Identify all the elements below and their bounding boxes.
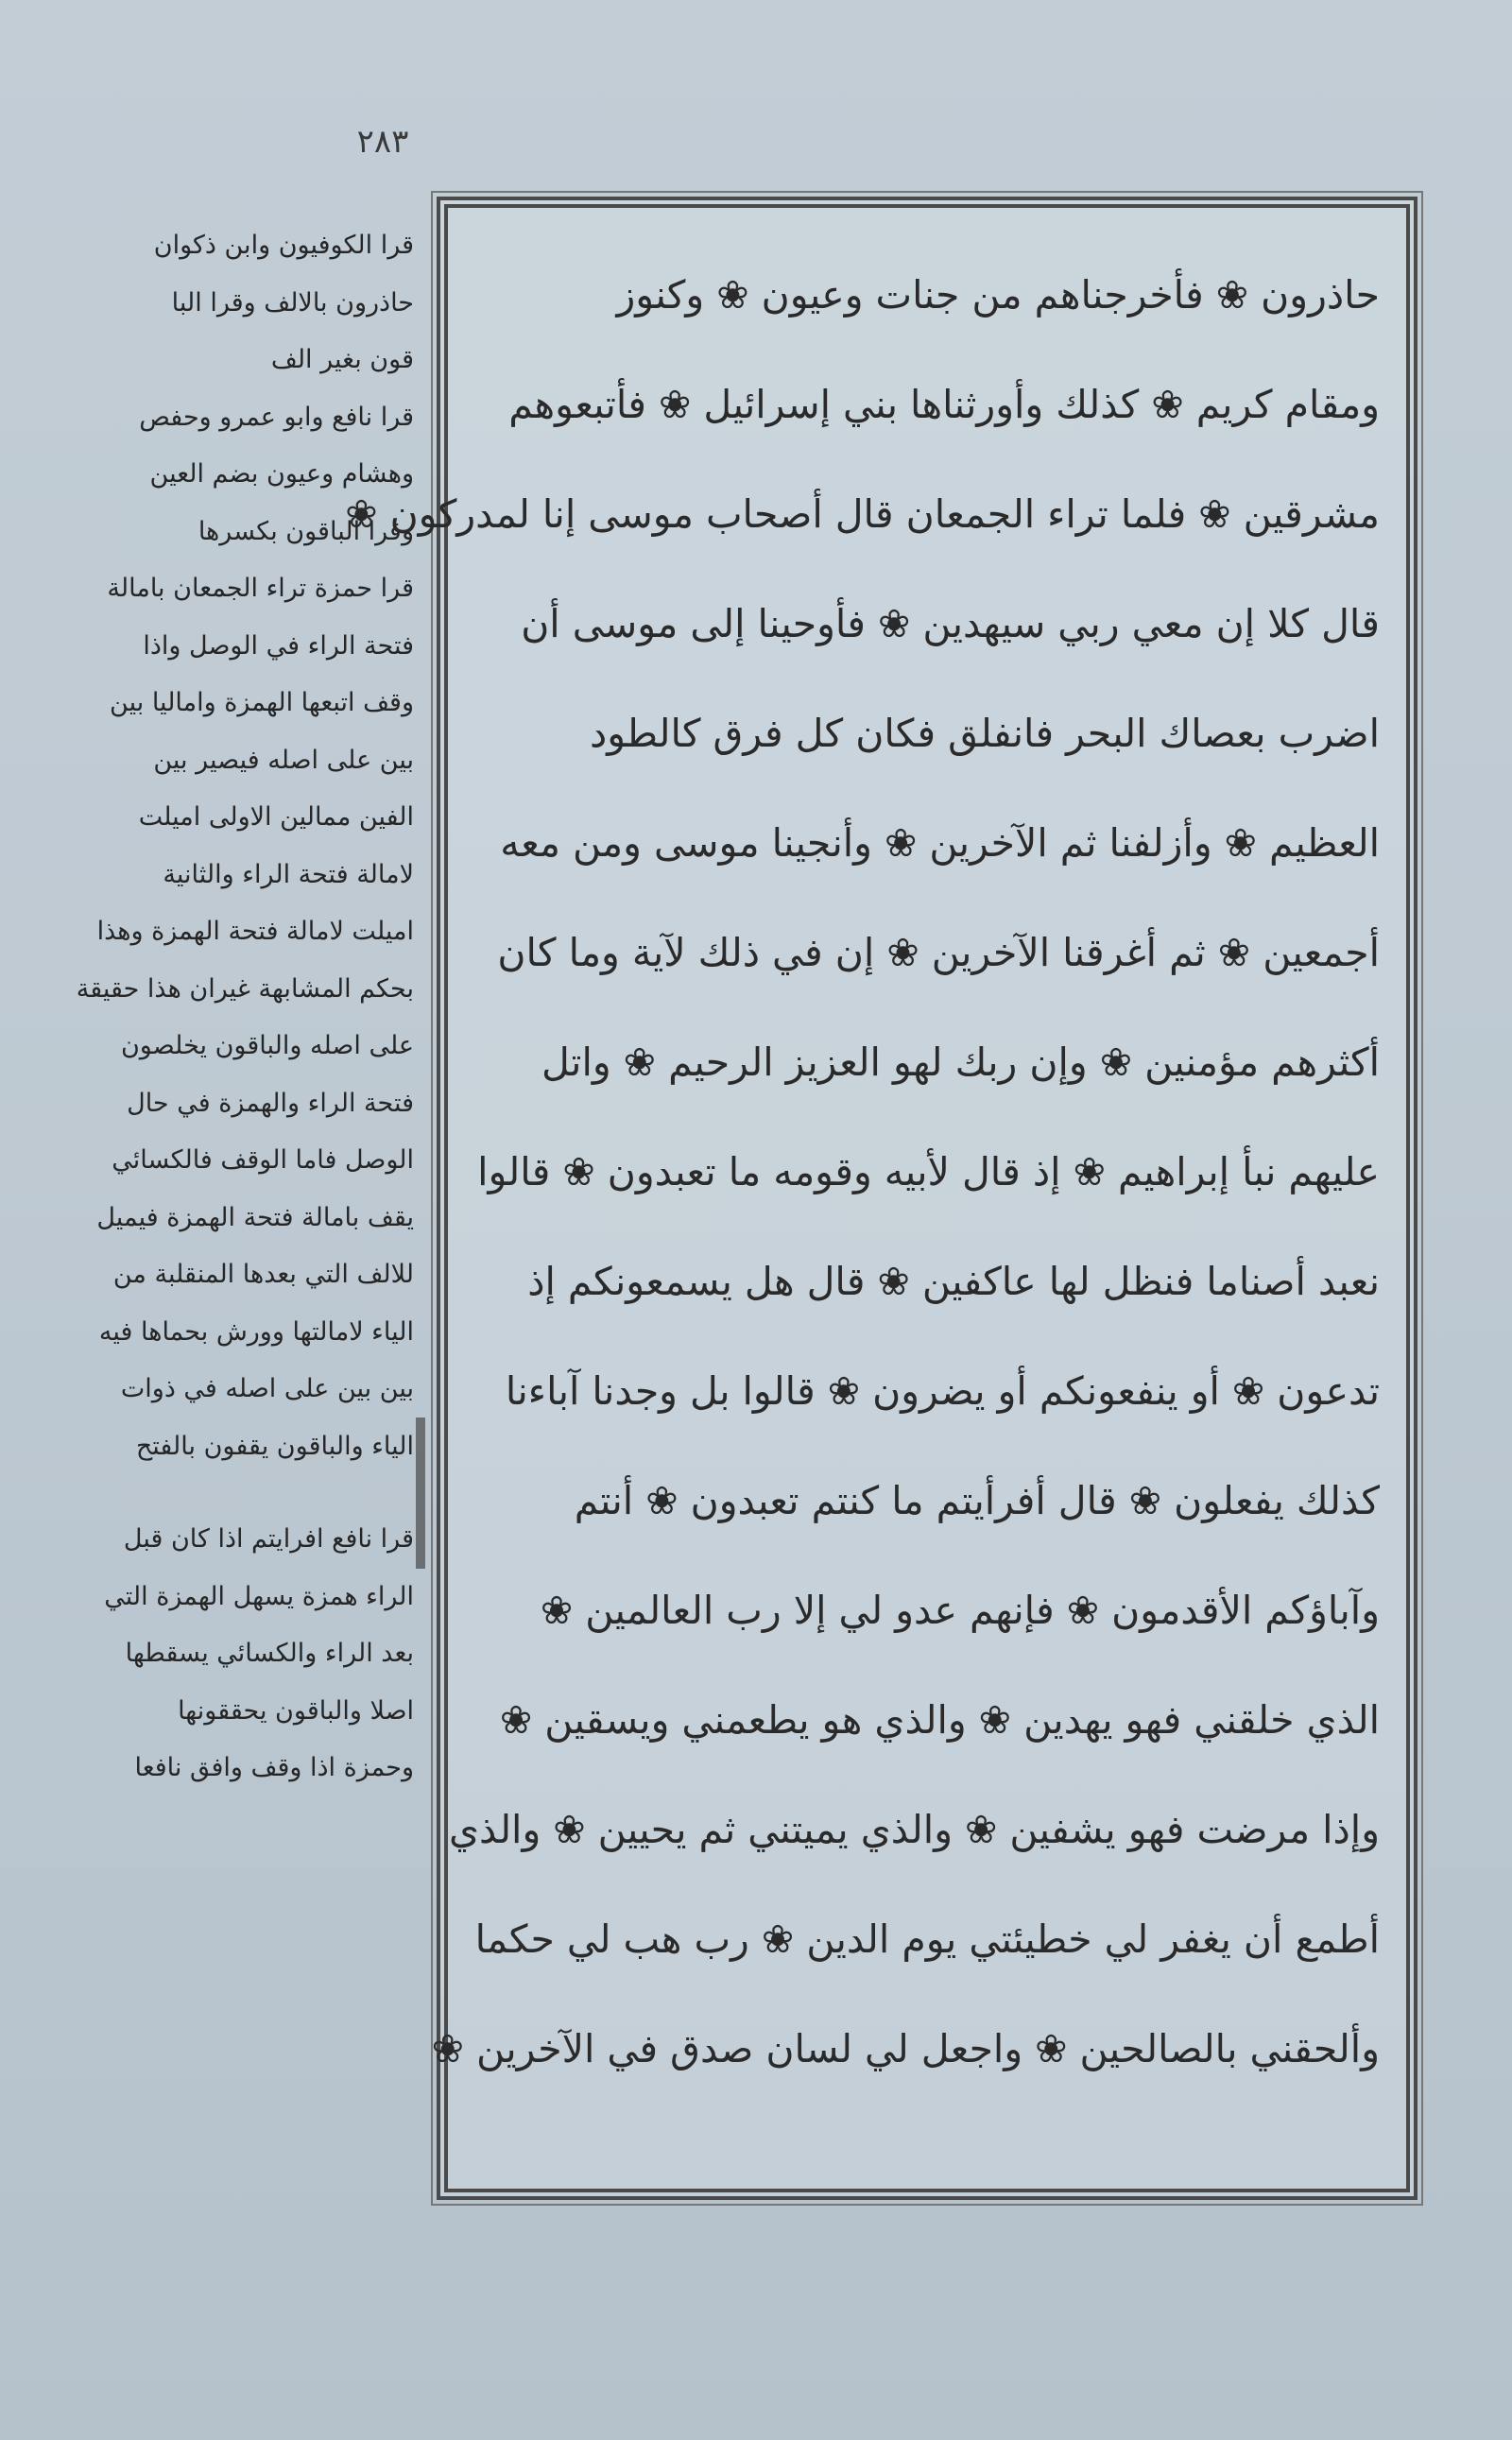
commentary-line: الوصل فاما الوقف فالكسائي	[112, 1145, 414, 1175]
commentary-line: بين على اصله فيصير بين	[153, 745, 414, 775]
commentary-line: على اصله والباقون يخلصون	[120, 1031, 414, 1060]
main-text-frame	[345, 197, 1418, 2200]
main-text-line: عليهم نبأ إبراهيم ❀ إذ قال لأبيه وقومه ما تعبدون ❀ قالوا	[477, 1149, 1380, 1194]
main-text-line: وألحقني بالصالحين ❀ واجعل لي لسان صدق في الآخرين ❀	[431, 2026, 1380, 2071]
main-text-line: تدعون ❀ أو ينفعونكم أو يضرون ❀ قالوا بل وجدنا آباءنا	[505, 1368, 1380, 1414]
commentary-line: يقف بامالة فتحة الهمزة فيميل	[96, 1202, 414, 1232]
commentary-line: فتحة الراء في الوصل واذا	[143, 630, 414, 661]
main-text-line: ومقام كريم ❀ كذلك وأورثناها بني إسرائيل ❀ فأتبعوهم	[508, 382, 1380, 427]
commentary-line: قون بغير الف	[270, 345, 414, 374]
commentary-line: الياء لامالتها وورش بحماها فيه	[98, 1316, 414, 1347]
commentary-line: قرا الكوفيون وابن ذكوان	[153, 231, 414, 260]
commentary-line: بحكم المشابهة غيران هذا حقيقة	[76, 973, 414, 1004]
commentary-line: بعد الراء والكسائي يسقطها	[125, 1639, 414, 1668]
main-text-line: أطمع أن يغفر لي خطيئتي يوم الدين ❀ رب هب لي حكما	[474, 1916, 1380, 1962]
commentary-line: قرا حمزة تراء الجمعان بامالة	[107, 574, 414, 603]
main-text-line: مشرقين ❀ فلما تراء الجمعان قال أصحاب موسى إنا لمدركون ❀	[345, 491, 1380, 537]
commentary-line: بين بين على اصله في ذوات	[120, 1374, 414, 1403]
margin-commentary	[17, 217, 414, 1797]
main-text-line: قال كلا إن معي ربي سيهدين ❀ فأوحينا إلى موسى أن	[521, 601, 1380, 646]
main-text-block	[345, 240, 1380, 2104]
commentary-line: فتحة الراء والهمزة في حال	[127, 1088, 414, 1118]
main-text-line: حاذرون ❀ فأخرجناهم من جنات وعيون ❀ وكنوز	[616, 272, 1380, 318]
main-text-line: أكثرهم مؤمنين ❀ وإن ربك لهو العزيز الرحيم ❀ واتل	[541, 1040, 1380, 1085]
commentary-line: للالف التي بعدها المنقلبة من	[112, 1260, 414, 1289]
main-text-line: نعبد أصناما فنظل لها عاكفين ❀ قال هل يسمعونكم إذ	[527, 1259, 1380, 1304]
commentary-line: وقف اتبعها الهمزة واماليا بين	[110, 688, 414, 717]
commentary-line: وقرا الباقون بكسرها	[198, 516, 414, 546]
commentary-line: حاذرون بالالف وقرا البا	[171, 287, 414, 318]
main-text-line: وآباؤكم الأقدمون ❀ فإنهم عدو لي إلا رب العالمين ❀	[540, 1588, 1380, 1633]
commentary-line: الراء همزة يسهل الهمزة التي	[104, 1581, 414, 1611]
commentary-line: وهشام وعيون بضم العين	[149, 459, 414, 489]
commentary-line: وحمزة اذا وقف وافق نافعا	[134, 1753, 414, 1782]
page-number: ٢٨٣	[356, 123, 409, 161]
main-text-line: العظيم ❀ وأزلفنا ثم الآخرين ❀ وأنجينا موسى ومن معه	[500, 820, 1380, 866]
commentary-line: قرا نافع وابو عمرو وحفص	[139, 402, 414, 432]
main-text-line: الذي خلقني فهو يهدين ❀ والذي هو يطعمني ويسقين ❀	[499, 1697, 1380, 1743]
commentary-line: اصلا والباقون يحققونها	[178, 1695, 414, 1726]
binding-mark	[416, 1418, 425, 1569]
main-text-line: وإذا مرضت فهو يشفين ❀ والذي يميتني ثم يحيين ❀ والذي	[448, 1807, 1380, 1852]
commentary-line: الياء والباقون يقفون بالفتح	[135, 1431, 414, 1461]
main-text-line: كذلك يفعلون ❀ قال أفرأيتم ما كنتم تعبدون ❀ أنتم	[574, 1478, 1380, 1523]
commentary-line: الفين ممالين الاولى اميلت	[138, 802, 414, 832]
main-text-line: اضرب بعصاك البحر فانفلق فكان كل فرق كالطود	[589, 711, 1380, 756]
commentary-line: قرا نافع افرايتم اذا كان قبل	[123, 1524, 414, 1554]
commentary-gap	[17, 1475, 414, 1511]
commentary-line: لامالة فتحة الراء والثانية	[163, 859, 414, 889]
main-text-line: أجمعين ❀ ثم أغرقنا الآخرين ❀ إن في ذلك لآية وما كان	[497, 930, 1380, 975]
commentary-line: اميلت لامالة فتحة الهمزة وهذا	[96, 917, 414, 946]
